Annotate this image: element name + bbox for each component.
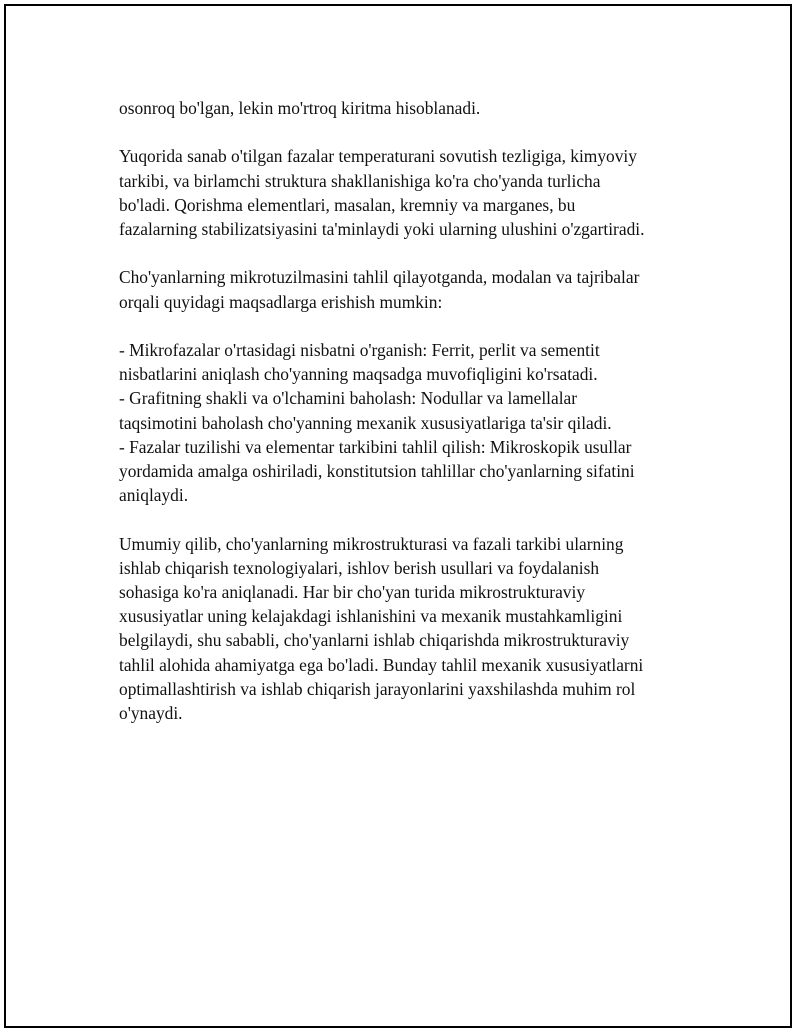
- list-item-line: - Mikrofazalar o'rtasidagi nisbatni o'rganish: Ferrit, perlit va sementit: [119, 339, 600, 360]
- paragraph-line: tarkibi, va birlamchi struktura shakllanishiga ko'ra cho'yanda turlicha: [119, 170, 601, 191]
- paragraph-line: ishlab chiqarish texnologiyalari, ishlov berish usullari va foydalanish: [119, 557, 600, 578]
- paragraph-line: osonroq bo'lgan, lekin mo'rtroq kiritma hisoblanadi.: [119, 98, 481, 118]
- list-item-line: yordamida amalga oshiriladi, konstitutsion tahlillar cho'yanlarning sifatini: [119, 461, 635, 481]
- paragraph-line: Yuqorida sanab o'tilgan fazalar temperaturani sovutish tezligiga, kimyoviy: [119, 146, 637, 167]
- paragraph-line: xususiyatlar uning kelajakdagi ishlanishini va mexanik mustahkamligini: [119, 606, 623, 627]
- paragraph-5: [119, 532, 689, 726]
- document-body: [119, 96, 689, 749]
- paragraph-line: Cho'yanlarning mikrotuzilmasini tahlil qilayotganda, modalan va tajribalar: [119, 267, 640, 288]
- list-item-line: aniqlaydi.: [119, 485, 189, 506]
- paragraph-line: tahlil alohida ahamiyatga ega bo'ladi. Bunday tahlil mexanik xususiyatlarni: [119, 654, 644, 675]
- document-page: [4, 4, 792, 1028]
- paragraph-3: [119, 265, 689, 313]
- paragraph-line: bo'ladi. Qorishma elementlari, masalan, kremniy va marganes, bu: [119, 194, 576, 215]
- paragraph-1: [119, 96, 689, 120]
- paragraph-line: belgilaydi, shu sababli, cho'yanlarni ishlab chiqarishda mikrostrukturaviy: [119, 630, 630, 651]
- list-item-line: taqsimotini baholash cho'yanning mexanik xususiyatlariga ta'sir qiladi.: [119, 412, 612, 433]
- paragraph-line: o'ynaydi.: [119, 703, 183, 724]
- paragraph-4-list: [119, 338, 689, 507]
- paragraph-line: orqali quyidagi maqsadlarga erishish mumkin:: [119, 291, 443, 312]
- list-item-line: - Fazalar tuzilishi va elementar tarkibini tahlil qilish: Mikroskopik usullar: [119, 436, 632, 457]
- paragraph-2: [119, 144, 689, 241]
- list-item-line: - Grafitning shakli va o'lchamini baholash: Nodullar va lamellalar: [119, 388, 578, 409]
- paragraph-line: fazalarning stabilizatsiyasini ta'minlaydi yoki ularning ulushini o'zgartiradi.: [119, 219, 645, 239]
- paragraph-line: sohasiga ko'ra aniqlanadi. Har bir cho'yan turida mikrostrukturaviy: [119, 582, 586, 602]
- list-item-line: nisbatlarini aniqlash cho'yanning maqsadga muvofiqligini ko'rsatadi.: [119, 364, 598, 385]
- paragraph-line: optimallashtirish va ishlab chiqarish jarayonlarini yaxshilashda muhim rol: [119, 678, 636, 699]
- paragraph-line: Umumiy qilib, cho'yanlarning mikrostrukturasi va fazali tarkibi ularning: [119, 533, 624, 554]
